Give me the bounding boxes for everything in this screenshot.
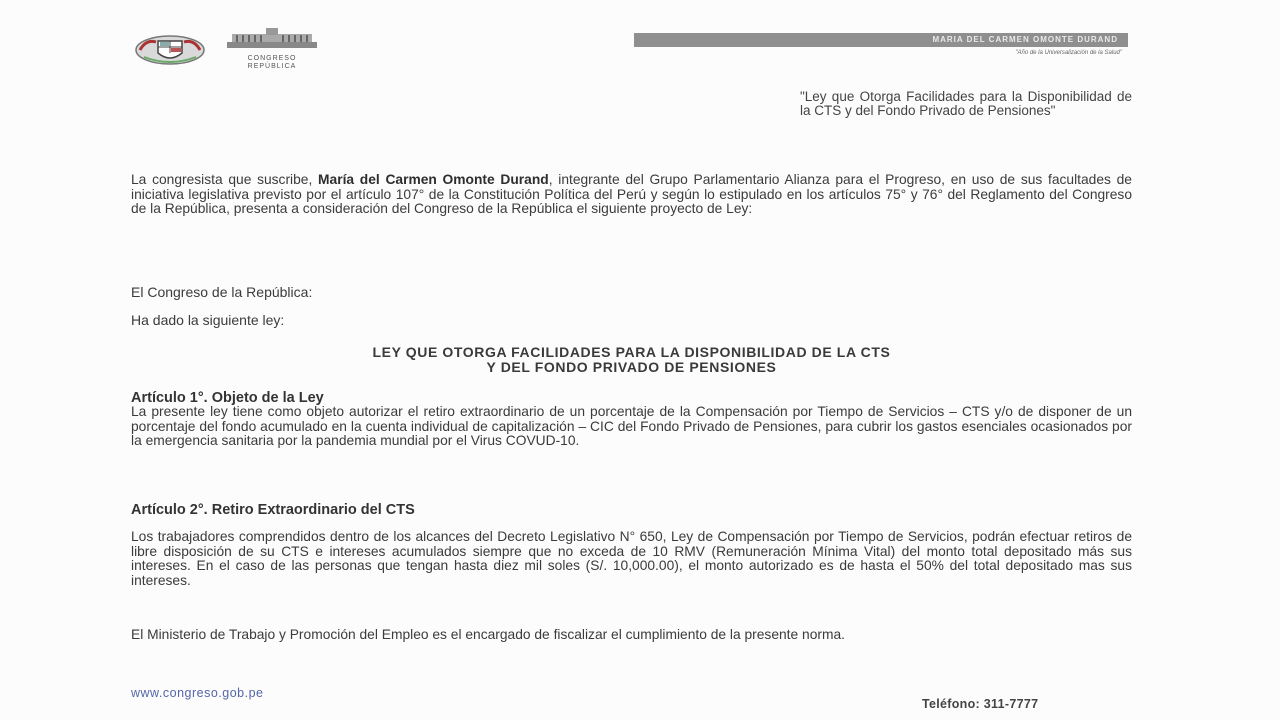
article1-heading: Artículo 1°. Objeto de la Ley xyxy=(131,390,324,406)
bill-title: "Ley que Otorga Facilidades para la Disponibilidad de la CTS y del Fondo Privado de Pensiones" xyxy=(800,89,1132,118)
year-motto: "Año de la Universalización de la Salud" xyxy=(1015,50,1122,56)
website-link[interactable]: www.congreso.gob.pe xyxy=(131,686,264,700)
enactment-line: Ha dado la siguiente ley: xyxy=(131,312,285,328)
article2-body: Los trabajadores comprendidos dentro de los alcances del Decreto Legislativo N° 650, Ley de Compensación por Tiempo de Servicios, podrán efectuar retiros de libre disposición de su CTS e intereses acumulados siempre que no exceda de 10 RMV (Remuneración Mínima Vital) del monto total depositado más sus intereses. En el caso de las personas que tengan hasta diez mil soles (S/. 10,000.00), el monto autorizado es de hasta el 50% del total depositado mas sus intereses. xyxy=(131,529,1132,588)
author-name-bar: MARIA DEL CARMEN OMONTE DURAND xyxy=(634,33,1128,47)
intro-paragraph xyxy=(131,173,1132,217)
logo-text-congreso: CONGRESO xyxy=(247,55,297,62)
intro-suffix: , integrante del Grupo Parlamentario Alianza para el Progreso, en uso de sus facultades de iniciativa legislativa previsto por el artículo 107° de la Constitución Política del Perú y según lo estipulado en los artículos 75° y 76° del Reglamento del Congreso de la República, presenta a consideración del Congreso de la República el siguiente proyecto de Ley: xyxy=(131,172,1132,216)
congress-logo xyxy=(222,28,322,68)
law-title-line1: LEY QUE OTORGA FACILIDADES PARA LA DISPONIBILIDAD DE LA CTS xyxy=(372,344,891,360)
author-name: María del Carmen Omonte Durand xyxy=(318,172,549,187)
law-title-line2: Y DEL FONDO PRIVADO DE PENSIONES xyxy=(486,358,777,375)
article1-body: La presente ley tiene como objeto autorizar el retiro extraordinario de un porcentaje de la Compensación por Tiempo de Servicios – CTS y/o de disponer de un porcentaje del fondo acumulado en la cuenta individual de capitalización – CIC del Fondo Privado de Pensiones, para cubrir los gastos esenciales ocasionados por la emergencia sanitaria por la pandemia mundial por el Virus COVUD-10. xyxy=(131,404,1132,448)
intro-prefix: La congresista que suscribe, xyxy=(131,172,319,187)
phone-number: Teléfono: 311-7777 xyxy=(922,697,1039,711)
law-title xyxy=(131,345,1132,374)
logo-text-republica: REPÚBLICA xyxy=(247,63,297,70)
congress-building-icon xyxy=(222,28,322,50)
congress-line: El Congreso de la República: xyxy=(131,284,313,300)
article2-note: El Ministerio de Trabajo y Promoción del Empleo es el encargado de fiscalizar el cumplimiento de la presente norma. xyxy=(131,627,845,642)
article2-heading: Artículo 2°. Retiro Extraordinario del CTS xyxy=(131,502,415,518)
coat-of-arms-logo xyxy=(134,33,206,67)
